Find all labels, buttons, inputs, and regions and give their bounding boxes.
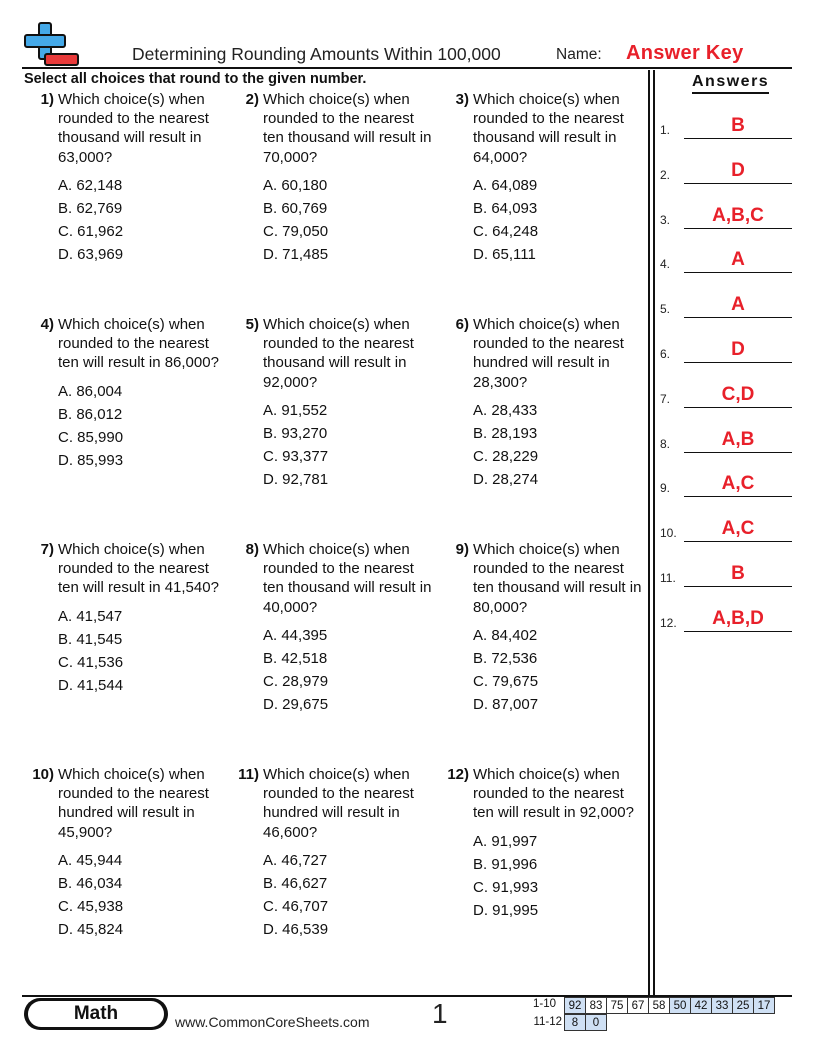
answer-blank-line: [684, 362, 792, 363]
answer-value: A,B,D: [712, 607, 764, 629]
answer-blank-line: [684, 317, 792, 318]
score-cell: 8: [565, 1015, 586, 1031]
problem-number: 5): [245, 316, 259, 333]
choice-option: D. 29,675: [263, 696, 329, 714]
choice-option: A. 84,402: [473, 626, 538, 644]
answer-row-2: [660, 159, 792, 184]
choice-option: B. 72,536: [473, 650, 538, 667]
choice-option: C. 93,377: [263, 448, 329, 466]
choice-option: D. 65,111: [473, 246, 536, 264]
choice-list: [58, 605, 230, 698]
website-link[interactable]: www.CommonCoreSheets.com: [175, 1014, 370, 1030]
question-text: Which choice(s) when rounded to the nearest ten will result in 92,000?: [473, 766, 634, 822]
answer-value: D: [731, 159, 745, 181]
choice-option: B. 41,545: [58, 630, 123, 648]
choice-option: A. 64,089: [473, 176, 538, 194]
answer-row-5: [660, 294, 792, 318]
problem-11: [238, 765, 435, 942]
score-table-row-1: [564, 997, 775, 1014]
choice-option: A. 45,944: [58, 851, 123, 869]
problem-number: 6): [455, 316, 469, 333]
problem-number: 1): [40, 91, 54, 108]
choice-option: A. 91,552: [263, 401, 328, 419]
choice-option: B. 64,093: [473, 200, 538, 217]
answer-row-1: [660, 115, 792, 139]
problem-7: [40, 540, 230, 697]
choice-option: D. 28,274: [473, 471, 539, 489]
answer-number: 12.: [660, 615, 677, 630]
answer-number: 9.: [660, 481, 671, 496]
choice-option: A. 46,727: [263, 851, 328, 869]
choice-option: B. 28,193: [473, 425, 538, 442]
choice-list: [473, 624, 648, 717]
score-cell: 58: [649, 998, 670, 1014]
problem-6: [455, 315, 648, 492]
choice-option: D. 91,995: [473, 902, 539, 920]
problem-3: [455, 90, 648, 267]
header-divider: [22, 67, 792, 69]
choice-option: A. 28,433: [473, 401, 538, 419]
score-table-row-2: [564, 1014, 607, 1031]
choice-list: [58, 849, 230, 942]
choice-list: [473, 174, 648, 267]
answer-blank-line: [684, 586, 792, 587]
name-label: Name:: [556, 46, 602, 63]
answer-number: 8.: [660, 436, 671, 451]
score-row-label: 11-12: [533, 1016, 562, 1028]
answer-value: A: [731, 294, 745, 316]
choice-option: D. 46,539: [263, 921, 329, 939]
choice-list: [263, 174, 435, 267]
answer-number: 5.: [660, 302, 671, 317]
answer-number: 6.: [660, 347, 671, 361]
score-cell: 75: [607, 998, 628, 1014]
problem-number: 3): [455, 91, 469, 108]
choice-list: [263, 624, 435, 717]
subject-badge: [24, 998, 168, 1030]
choice-option: A. 91,997: [473, 832, 538, 850]
choice-option: D. 63,969: [58, 246, 124, 264]
answer-number: 1.: [660, 123, 671, 137]
choice-option: B. 46,627: [263, 875, 328, 892]
answer-key-label: Answer Key: [626, 42, 744, 64]
choice-option: A. 62,148: [58, 176, 123, 194]
choice-list: [263, 399, 435, 492]
page-title: Determining Rounding Amounts Within 100,000: [132, 44, 501, 64]
choice-option: C. 45,938: [58, 898, 124, 916]
problem-number: 11): [238, 766, 259, 783]
answer-column-divider: [653, 70, 655, 996]
answer-blank-line: [684, 228, 792, 229]
answer-blank-line: [684, 407, 792, 408]
choice-list: [473, 830, 648, 923]
answer-value: C,D: [721, 383, 755, 405]
question-text: Which choice(s) when rounded to the nearest hundred will result in 28,300?: [473, 316, 624, 391]
question-text: Which choice(s) when rounded to the nearest thousand will result in 64,000?: [473, 91, 624, 166]
answer-blank-line: [684, 183, 792, 184]
answer-row-12: [660, 607, 792, 632]
page-number: 1: [432, 998, 448, 1029]
choice-list: [58, 380, 230, 473]
problem-number: 4): [40, 316, 54, 333]
answer-blank-line: [684, 496, 792, 497]
question-text: Which choice(s) when rounded to the nearest ten thousand will result in 80,000?: [473, 541, 642, 616]
answer-number: 3.: [660, 212, 671, 227]
problem-10: [32, 765, 230, 942]
question-text: Which choice(s) when rounded to the nearest thousand will result in 92,000?: [263, 316, 414, 391]
problem-number: 10): [32, 766, 54, 783]
problem-1: [40, 90, 230, 267]
choice-option: B. 91,996: [473, 855, 538, 873]
choice-option: C. 46,707: [263, 898, 329, 916]
answer-blank-line: [684, 631, 792, 632]
score-cell: 67: [628, 998, 649, 1014]
choice-list: [58, 174, 230, 267]
subject-label: Math: [28, 1001, 164, 1027]
choice-list: [473, 399, 648, 492]
score-cell: 83: [586, 998, 607, 1014]
answer-row-11: [660, 563, 792, 587]
choice-option: C. 79,675: [473, 673, 539, 691]
answer-row-4: [660, 249, 792, 273]
answer-value: A,C: [721, 518, 755, 540]
choice-option: B. 46,034: [58, 875, 123, 892]
choice-option: A. 86,004: [58, 382, 123, 400]
answer-row-7: [660, 383, 792, 408]
question-text: Which choice(s) when rounded to the nearest ten will result in 86,000?: [58, 316, 219, 372]
answer-number: 4.: [660, 257, 671, 272]
score-cell: 33: [712, 998, 733, 1014]
choice-option: D. 87,007: [473, 696, 539, 714]
choice-option: C. 79,050: [263, 223, 329, 241]
score-cell: 50: [670, 998, 691, 1014]
problem-number: 9): [455, 541, 469, 558]
answer-value: D: [731, 339, 745, 360]
choice-option: C. 91,993: [473, 878, 539, 896]
answer-column-divider: [648, 70, 650, 996]
question-text: Which choice(s) when rounded to the nearest thousand will result in 63,000?: [58, 91, 209, 166]
choice-option: B. 62,769: [58, 200, 123, 217]
choice-option: A. 60,180: [263, 176, 328, 194]
choice-option: B. 93,270: [263, 425, 328, 442]
problem-5: [245, 315, 435, 492]
problem-number: 8): [245, 541, 259, 558]
problem-number: 2): [245, 91, 259, 108]
answer-number: 7.: [660, 391, 671, 406]
choice-option: D. 92,781: [263, 471, 329, 489]
question-text: Which choice(s) when rounded to the nearest hundred will result in 45,900?: [58, 766, 209, 841]
problem-4: [40, 315, 230, 472]
choice-option: D. 85,993: [58, 452, 124, 470]
answer-value: A,B,C: [712, 204, 764, 226]
choice-option: A. 41,547: [58, 607, 123, 625]
answer-blank-line: [684, 138, 792, 139]
question-text: Which choice(s) when rounded to the nearest ten will result in 41,540?: [58, 541, 219, 597]
choice-option: C. 28,229: [473, 448, 539, 466]
answer-number: 11.: [660, 571, 676, 585]
answer-value: A,B: [721, 428, 755, 450]
score-cell: 92: [565, 998, 586, 1014]
choice-list: [263, 849, 435, 942]
answer-value: A: [731, 249, 745, 271]
answer-row-8: [660, 428, 792, 453]
plus-minus-logo-icon: [22, 22, 80, 68]
answer-blank-line: [684, 541, 792, 542]
problem-8: [245, 540, 435, 717]
question-text: Which choice(s) when rounded to the nearest ten thousand will result in 70,000?: [263, 91, 432, 166]
answer-blank-line: [684, 452, 792, 453]
choice-option: B. 42,518: [263, 650, 328, 667]
score-cell: 42: [691, 998, 712, 1014]
answer-row-10: [660, 518, 792, 542]
score-cell: 0: [586, 1015, 607, 1031]
answer-row-6: [660, 339, 792, 363]
question-text: Which choice(s) when rounded to the nearest ten thousand will result in 40,000?: [263, 541, 432, 616]
problem-12: [447, 765, 648, 922]
choice-option: D. 45,824: [58, 921, 124, 939]
answer-value: B: [731, 115, 745, 136]
answer-row-3: [660, 204, 792, 229]
answer-value: A,C: [721, 473, 755, 495]
answer-number: 2.: [660, 167, 671, 182]
choice-option: C. 64,248: [473, 223, 539, 241]
choice-option: C. 41,536: [58, 653, 124, 671]
answers-heading: Answers: [692, 72, 769, 94]
answer-blank-line: [684, 272, 792, 273]
choice-option: D. 71,485: [263, 246, 329, 264]
choice-option: D. 41,544: [58, 677, 124, 695]
instructions: Select all choices that round to the given number.: [24, 71, 367, 87]
score-cell: 17: [754, 998, 775, 1014]
problem-9: [455, 540, 648, 717]
answer-row-9: [660, 473, 792, 497]
problem-number: 7): [40, 541, 54, 558]
choice-option: B. 60,769: [263, 200, 328, 217]
problem-2: [245, 90, 435, 267]
question-text: Which choice(s) when rounded to the nearest hundred will result in 46,600?: [263, 766, 414, 841]
score-cell: 25: [733, 998, 754, 1014]
choice-option: C. 85,990: [58, 428, 124, 446]
answer-value: B: [731, 563, 745, 584]
choice-option: B. 86,012: [58, 405, 123, 423]
score-row-label: 1-10: [532, 998, 556, 1010]
problem-number: 12): [447, 766, 469, 783]
answer-number: 10.: [660, 526, 677, 541]
choice-option: C. 61,962: [58, 223, 124, 241]
choice-option: C. 28,979: [263, 673, 329, 691]
choice-option: A. 44,395: [263, 626, 328, 644]
